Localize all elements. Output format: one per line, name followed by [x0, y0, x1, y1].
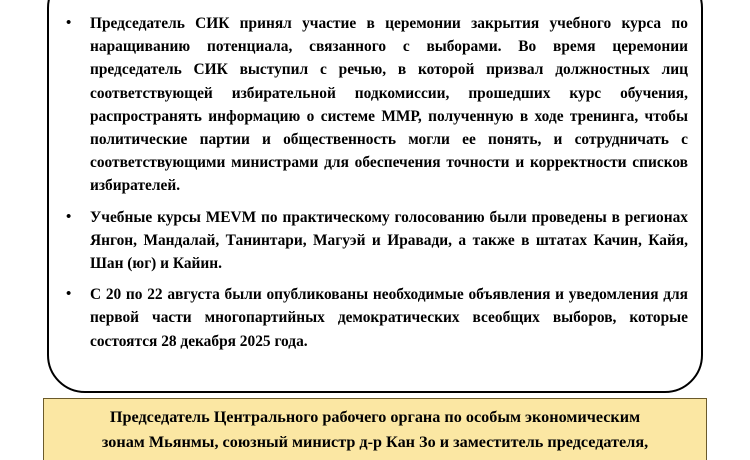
bullet-text: Председатель СИК принял участие в церемонии закрытия учебного курса по наращиванию потенциала, связанного с выборами. Во время церемонии председатель СИК выступил с речью, в которой призвал должностных лиц соответствующей избирательной подкомиссии, прошедших курс обучения, распространять информацию о системе ММР, полученную в ходе тренинга, чтобы политические партии и общественность могли ее понять, и сотрудничать с соответствующими министрами для обеспечения точности и корректности списков избирателей. [90, 15, 688, 195]
bullet-item-sik-ceremony [62, 12, 688, 198]
bullet-text: Учебные курсы MEVM по практическому голосованию были проведены в регионах Янгон, Мандалай, Танинтари, Магуэй и Иравади, а также в штатах Качин, Кайя, Шан (юг) и Кайин. [90, 208, 688, 273]
bullet-marker: • [66, 15, 72, 31]
highlight-line-2: зонам Мьянмы, союзный министр д-р Кан Зо и заместитель председателя, [101, 433, 649, 451]
bullet-item-mevm-courses [62, 206, 688, 276]
bullet-text: С 20 по 22 августа были опубликованы необходимые объявления и уведомления для первой части многопартийных демократических всеобщих выборов, которые состоятся 28 декабря 2025 года. [90, 286, 688, 350]
bullet-marker: • [66, 208, 72, 225]
bullet-marker: • [66, 286, 72, 303]
highlight-paragraph-box [43, 398, 707, 460]
highlight-line-1: Председатель Центрального рабочего органа по особым экономическим [109, 408, 641, 426]
bullet-item-announcements [62, 283, 688, 353]
bullet-list [62, 12, 688, 361]
